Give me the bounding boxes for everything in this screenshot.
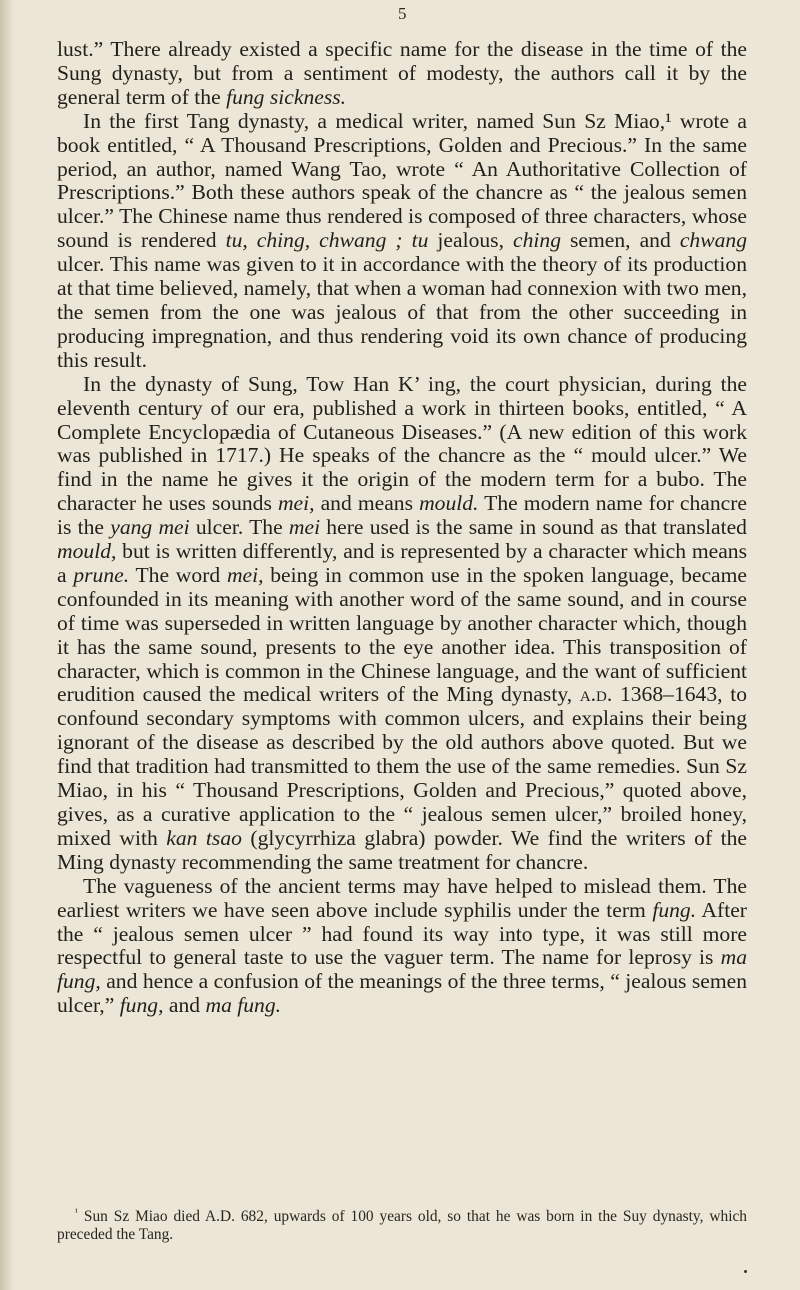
text-run [403, 228, 412, 252]
text-run: ulcer. This name was given to it in accordance with the theory of its production at that time believed, namely, that when a woman had connexion with two men, the semen from the one was jealous of that from the other succeeding in producing impregnation, and thus rendering void its own chance of producing this result. [57, 252, 747, 372]
italic-term: fung. [652, 897, 697, 922]
italic-term: mei, [226, 562, 264, 587]
italic-term: fung, [119, 993, 164, 1018]
italic-term: mould. [419, 491, 479, 516]
footnote-marker: ¹ [75, 1207, 78, 1218]
text-run: lust.” There already existed a specific name for the disease in the time of the Sung dynasty, but from a sentiment of modesty, the authors call it by the general term of the [57, 37, 747, 109]
text-run: 1368–1643, to confound secondary symptoms with common ulcers, and explains their being ignorant of the disease as described by the old authors above quoted. But we find that tradition had transmitted to them the use of the same remedies. Sun Sz Miao, in his “ Thousand Prescriptions, Golden and Precious,” quoted above, gives, as a curative application to the “ jealous semen ulcer,” broiled honey, mixed with [57, 682, 747, 850]
text-run: (glycyrrhiza glabra) powder. We find the writers of the Ming dynasty recommending the same treatment for chancre. [57, 825, 747, 874]
text-run: but is written differently, and is represented by a character which means a [57, 539, 747, 587]
text-run: The modern name for chancre is the [57, 491, 747, 540]
text-run: The word [129, 562, 227, 587]
italic-term: fung sickness. [226, 84, 347, 109]
text-run: jealous, [428, 228, 514, 253]
paragraph [57, 373, 747, 875]
footnote [57, 1204, 747, 1244]
text-run: semen, and [561, 228, 680, 253]
text-run: and means [314, 491, 420, 516]
binding-shadow [0, 0, 14, 1290]
text-run: here used is the same in sound as that translated [320, 515, 747, 540]
italic-term: ching [513, 228, 561, 253]
italic-term: ma fung, [57, 945, 747, 994]
text-run: After the “ jealous semen ulcer ” had found its way into type, it was still more respectful to general taste to use the vaguer term. The name for leprosy is [57, 897, 747, 970]
text-run: In the first Tang dynasty, a medical writer, named Sun Sz Miao,¹ wrote a book entitled, “ A Thousand Prescriptions, Golden and Precious.” In the same period, an author, named Wang Tao, wrote “ An Authoritative Collection of Prescriptions.” Both these authors speak of the chancre as “ the jealous semen ulcer.” The Chinese name thus rendered is composed of three characters, whose sound is rendered [57, 108, 747, 253]
paragraph [57, 38, 747, 110]
italic-term: mei [288, 515, 321, 540]
italic-term: prune. [73, 562, 130, 587]
text-run: and [163, 993, 206, 1018]
print-speck [744, 1270, 747, 1273]
italic-term: mei, [277, 491, 315, 516]
italic-term: tu, ching, chwang ; [225, 228, 403, 253]
italic-term: chwang [679, 228, 747, 253]
page-number: 5 [398, 4, 407, 23]
italic-term: kan tsao [166, 825, 242, 850]
body-text [57, 38, 747, 1018]
text-run: being in common use in the spoken language, became confounded in its meaning with another word of the same sound, and in course of time was superseded in written language by another character which, though it has the same sound, presents to the eye another idea. This transposition of character, which is common in the Chinese language, and the want of sufficient erudition caused the medical writers of the Ming dynasty, [57, 562, 747, 707]
italic-term: tu [411, 228, 429, 253]
italic-term: yang mei [110, 515, 190, 540]
footnote-text: Sun Sz Miao died A.D. 682, upwards of 100 years old, so that he was born in the Suy dynasty, which preceded the Tang. [57, 1208, 747, 1244]
text-run: In the dynasty of Sung, Tow Han K’ ing, the court physician, during the eleventh century of our era, published a work in thirteen books, entitled, “ A Complete Encyclopædia of Cutaneous Diseases.” (A new edition of this work was published in 1717.) He speaks of the chancre as the “ mould ulcer.” We find in the name he gives it the origin of the modern term for a bubo. The character he uses sounds [57, 371, 747, 516]
paragraph [57, 875, 747, 1018]
text-run: The vagueness of the ancient terms may have helped to mislead them. The earliest writers we have seen above include syphilis under the term [57, 873, 747, 922]
text-run: ulcer. The [189, 515, 289, 540]
era-abbrev: a.d. [579, 682, 613, 707]
italic-term: mould, [57, 539, 117, 564]
text-run: and hence a confusion of the meanings of the three terms, “ jealous semen ulcer,” [57, 969, 747, 1018]
paragraph [57, 110, 747, 373]
italic-term: ma fung. [205, 993, 282, 1018]
